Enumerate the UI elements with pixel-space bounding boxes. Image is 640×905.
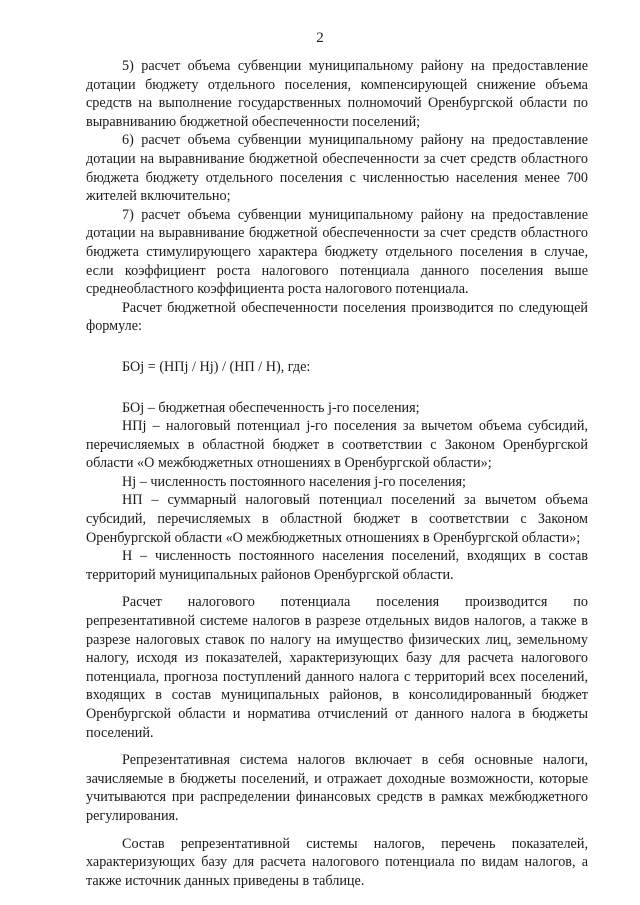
paragraph-table-reference: Состав репрезентативной системы налогов, перечень показателей, характеризующих базу для расчета налогового потенциала по видам налогов, а также источник данных приведены в таблице. (86, 835, 588, 889)
spacer (86, 336, 588, 358)
spacer (86, 742, 588, 751)
paragraph-tax-potential: Расчет налогового потенциала поселения производится по репрезентативной системе налогов в разрезе отдельных видов налогов, а также в разрезе налоговых ставок по налогу на имущество физических лиц, земельному налогу, исходя из показателей, характеризующих базу для расчета налогового потенциала, прогноза поступлений данного налога с территорий всех поселений, входящих в состав муниципальных районов, в консолидированный бюджет Оренбургской области и норматива отчислений от данного налога в бюджеты поселений. (86, 594, 588, 741)
definition-hj: Нj – численность постоянного населения j-го поселения; (122, 473, 466, 490)
definition-h: Н – численность постоянного населения поселений, входящих в состав территорий муниципальных районов Оренбургской области. (86, 548, 588, 583)
list-item-6: 6) расчет объема субвенции муниципальному району на предоставление дотации на выравнивание бюджетной обеспеченности за счет средств областного бюджета бюджету отдельного поселения с численностью населения менее 700 жителей включительно; (86, 132, 588, 205)
definition-npj: НПj – налоговый потенциал j-го поселения за вычетом объема субсидий, перечисляемых в областной бюджет в соответствии с Законом Оренбургской области «О межбюджетных отношениях в Оренбургской области»; (86, 418, 588, 472)
formula-intro-paragraph: Расчет бюджетной обеспеченности поселения производится по следующей формуле: (86, 299, 588, 335)
document-body (86, 57, 588, 890)
formula: БОj = (НПj / Нj) / (НП / Н), где: (122, 358, 311, 375)
spacer (86, 584, 588, 593)
definition-np: НП – суммарный налоговый потенциал поселений за вычетом объема субсидий, перечисляемых в областной бюджет в соответствии с Законом Оренбургской области «О межбюджетных отношениях в Оренбургской области»; (86, 492, 588, 546)
spacer (86, 826, 588, 835)
list-item-5: 5) расчет объема субвенции муниципальному району на предоставление дотации бюджету отдельного поселения, компенсирующей снижение объема средств на выполнение государственных полномочий Оренбургской области по выравниванию бюджетной обеспеченности поселений; (86, 58, 588, 130)
page-number: 2 (316, 30, 324, 46)
spacer (86, 377, 588, 399)
paragraph-representative-system: Репрезентативная система налогов включает в себя основные налоги, зачисляемые в бюджеты поселений, и отражает доходные возможности, которые учитываются при распределении финансовых средств в рамках межбюджетного регулирования. (86, 752, 588, 824)
list-item-7: 7) расчет объема субвенции муниципальному району на предоставление дотации на выравнивание бюджетной обеспеченности за счет средств областного бюджета стимулирующего характера бюджету отдельного поселения в случае, если коэффициент роста налогового потенциала данного поселения выше среднеобластного коэффициента роста налогового потенциала. (86, 206, 588, 298)
definition-boj: БОj – бюджетная обеспеченность j-го поселения; (122, 399, 420, 416)
